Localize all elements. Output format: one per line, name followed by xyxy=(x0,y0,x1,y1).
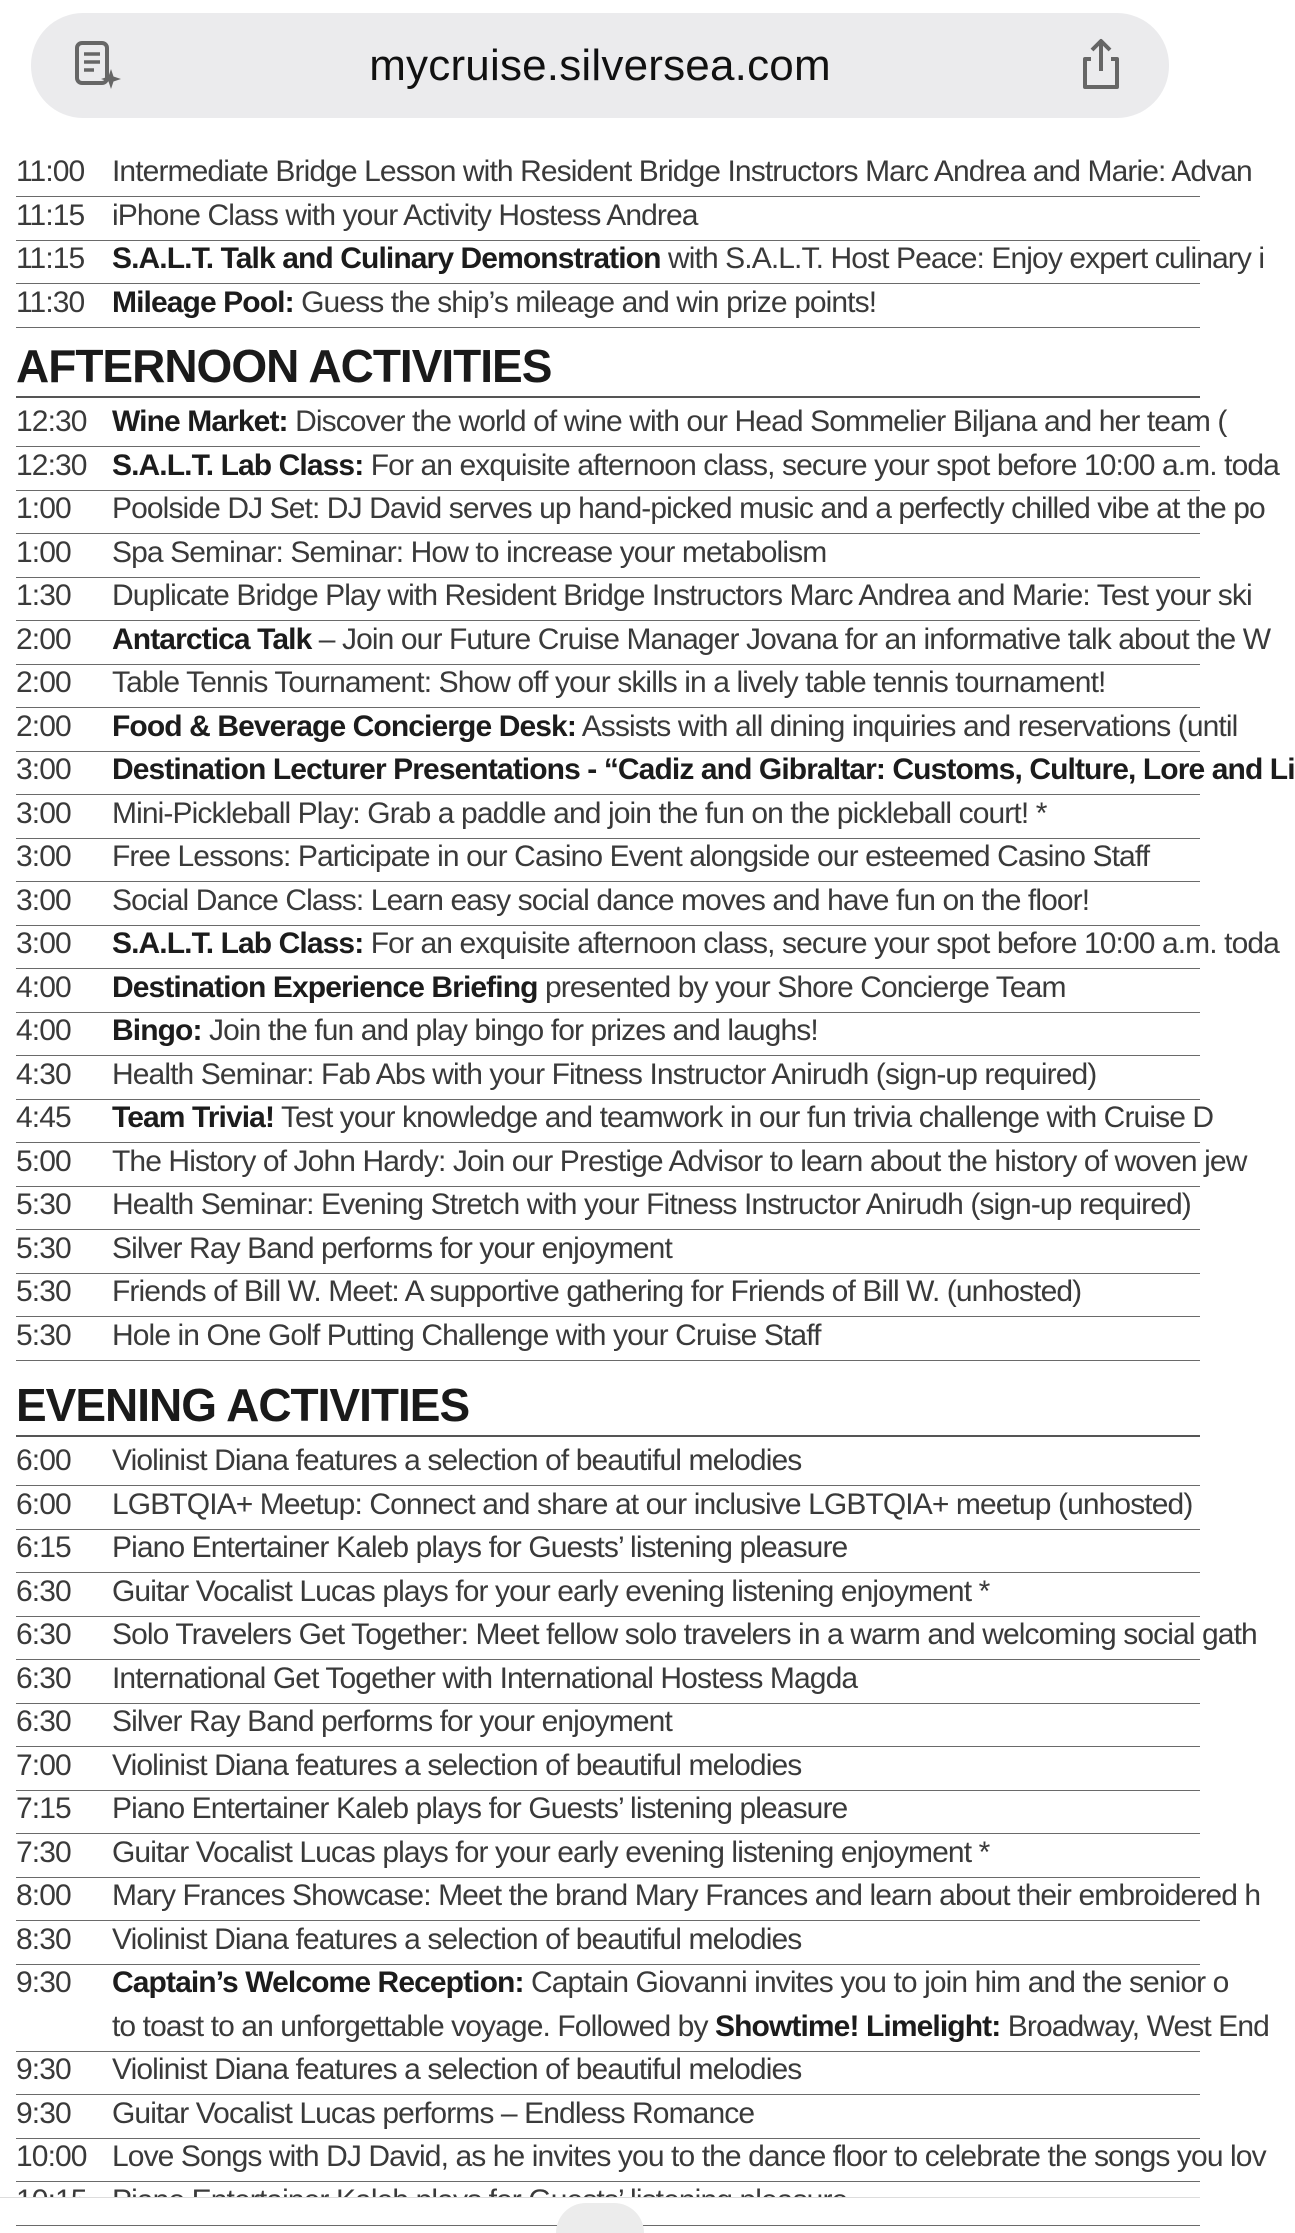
activity-text xyxy=(112,1789,1200,1829)
activity-text xyxy=(112,489,1265,529)
activity-time: 2:00 xyxy=(16,709,71,743)
activity-time: 6:00 xyxy=(16,1487,71,1521)
activity-description: Table Tennis Tournament: Show off your skills in a lively table tennis tournament! xyxy=(112,666,1106,699)
activity-text xyxy=(112,1615,1257,1655)
activity-row xyxy=(16,576,1252,621)
activity-title: S.A.L.T. Talk and Culinary Demonstration xyxy=(112,242,661,275)
activity-text xyxy=(112,1572,1200,1612)
activity-text xyxy=(112,1272,1200,1312)
activity-row xyxy=(16,881,1200,926)
activity-row xyxy=(16,1746,1200,1791)
activity-description: iPhone Class with your Activity Hostess Andrea xyxy=(112,198,698,232)
activity-row xyxy=(16,1142,1247,1187)
share-icon[interactable] xyxy=(1071,35,1131,95)
activity-text xyxy=(112,924,1279,964)
activity-time: 1:30 xyxy=(16,579,71,612)
activity-text xyxy=(112,196,1200,236)
activity-time: 12:30 xyxy=(16,405,87,438)
activity-text xyxy=(112,576,1252,616)
activity-text xyxy=(112,1528,1200,1568)
activity-time: 9:30 xyxy=(16,2053,71,2086)
activity-time: 12:30 xyxy=(16,448,87,482)
activity-title: Bingo: xyxy=(112,1014,202,1047)
activity-title: Wine Market: xyxy=(112,405,288,438)
activity-title: Team Trivia! xyxy=(112,1101,275,1134)
activity-time: 6:30 xyxy=(16,1618,71,1651)
activity-row xyxy=(16,1011,1200,1056)
activity-row xyxy=(16,283,1200,328)
activity-description: Solo Travelers Get Together: Meet fellow solo travelers in a warm and welcoming social gath xyxy=(112,1618,1257,1651)
activity-row xyxy=(16,2137,1266,2182)
activity-text xyxy=(112,881,1200,921)
activity-description: Silver Ray Band performs for your enjoyment xyxy=(112,1231,672,1265)
activity-description: Guitar Vocalist Lucas performs – Endless Romance xyxy=(112,2096,755,2130)
activity-time: 10:00 xyxy=(16,2140,87,2173)
activity-time: 11:30 xyxy=(16,285,85,319)
activity-description: Silver Ray Band performs for your enjoyment xyxy=(112,1705,672,1738)
activity-description: Mary Frances Showcase: Meet the brand Mary Frances and learn about their embroidered h xyxy=(112,1879,1261,1912)
activity-time: 2:00 xyxy=(16,666,71,699)
activity-description: Spa Seminar: Seminar: How to increase your metabolism xyxy=(112,535,827,569)
activity-description: Mini-Pickleball Play: Grab a paddle and join the fun on the pickleball court! * xyxy=(112,796,1047,830)
activity-description: – Join our Future Cruise Manager Jovana for an informative talk about the W xyxy=(311,622,1271,656)
activity-text xyxy=(112,1316,1200,1356)
activity-row xyxy=(16,446,1279,491)
activity-time: 11:15 xyxy=(16,198,85,232)
activity-row xyxy=(16,1659,1200,1704)
activity-title: Mileage Pool: xyxy=(112,285,294,319)
activity-text xyxy=(112,707,1238,747)
activity-description: The History of John Hardy: Join our Prestige Advisor to learn about the history of woven jew xyxy=(112,1144,1247,1178)
activity-row xyxy=(16,1485,1200,1530)
activity-time: 1:00 xyxy=(16,492,71,525)
activity-text xyxy=(112,1142,1247,1182)
activity-title: Antarctica Talk xyxy=(112,622,312,656)
activity-title: Destination Lecturer Presentations - “Cadiz and Gibraltar: Customs, Culture, Lore and Li xyxy=(112,753,1295,786)
activity-text xyxy=(112,533,1200,573)
activity-row xyxy=(16,837,1200,882)
activity-time: 5:30 xyxy=(16,1318,71,1352)
activity-description: Free Lessons: Participate in our Casino Event alongside our esteemed Casino Staff xyxy=(112,840,1150,873)
activity-description: Broadway, West End xyxy=(1000,2010,1269,2043)
activity-text xyxy=(112,2050,1200,2090)
activity-time: 8:30 xyxy=(16,1922,71,1956)
activity-row xyxy=(16,1789,1200,1834)
activity-row xyxy=(16,707,1238,752)
activity-row xyxy=(16,1528,1200,1573)
activity-row xyxy=(16,663,1200,708)
activity-row xyxy=(16,1876,1261,1921)
activity-row xyxy=(16,1098,1214,1143)
activity-row xyxy=(16,402,1227,447)
activity-time: 4:00 xyxy=(16,970,71,1004)
activity-row xyxy=(16,196,1200,241)
activity-row xyxy=(16,489,1265,534)
section-title: EVENING ACTIVITIES xyxy=(16,1377,1200,1437)
activity-row xyxy=(16,2094,1200,2139)
activity-description: International Get Together with International Hostess Magda xyxy=(112,1661,858,1695)
activity-description: Guess the ship’s mileage and win prize points! xyxy=(293,285,877,319)
activity-description: with S.A.L.T. Host Peace: Enjoy expert culinary i xyxy=(660,242,1265,275)
activity-description: Violinist Diana features a selection of beautiful melodies xyxy=(112,1748,802,1782)
activity-description: Violinist Diana features a selection of beautiful melodies xyxy=(112,2053,802,2086)
activity-row xyxy=(16,2050,1200,2095)
activity-text xyxy=(112,837,1200,877)
url-text[interactable]: mycruise.silversea.com xyxy=(369,41,831,90)
activity-description: Friends of Bill W. Meet: A supportive gathering for Friends of Bill W. (unhosted) xyxy=(112,1275,1082,1308)
activity-text xyxy=(112,1098,1214,1138)
activity-time: 5:30 xyxy=(16,1188,71,1221)
activity-description: Poolside DJ Set: DJ David serves up hand-picked music and a perfectly chilled vibe at the po xyxy=(112,492,1265,525)
activity-description: Test your knowledge and teamwork in our fun trivia challenge with Cruise D xyxy=(274,1101,1214,1134)
activity-description: Social Dance Class: Learn easy social dance moves and have fun on the floor! xyxy=(112,883,1090,917)
activity-text xyxy=(112,794,1200,834)
section-title: AFTERNOON ACTIVITIES xyxy=(16,338,1200,398)
activity-description: Piano Entertainer Kaleb plays for Guests’ listening pleasure xyxy=(112,1531,848,1564)
activity-time: 5:30 xyxy=(16,1275,71,1308)
activity-time: 6:30 xyxy=(16,1705,71,1738)
activity-description: Intermediate Bridge Lesson with Resident Bridge Instructors Marc Andrea and Marie: Advan xyxy=(112,155,1252,188)
activity-text xyxy=(112,1702,1200,1742)
activity-row xyxy=(16,1833,1200,1878)
activity-description: Discover the world of wine with our Head Sommelier Biljana and her team ( xyxy=(287,405,1227,438)
activity-text xyxy=(112,1659,1200,1699)
activity-time: 7:15 xyxy=(16,1792,71,1825)
activity-text xyxy=(112,1920,1200,1960)
activity-row xyxy=(16,1055,1200,1100)
activity-text xyxy=(112,750,1295,790)
activity-time: 2:00 xyxy=(16,622,71,656)
activity-description: to toast to an unforgettable voyage. Followed by xyxy=(112,2010,715,2043)
activity-description: For an exquisite afternoon class, secure your spot before 10:00 a.m. toda xyxy=(363,448,1279,482)
activity-description: Captain Giovanni invites you to join him and the senior o xyxy=(523,1966,1229,1999)
activity-time: 5:00 xyxy=(16,1144,71,1178)
activity-time: 4:30 xyxy=(16,1057,71,1091)
activity-time: 5:30 xyxy=(16,1231,71,1265)
activity-text xyxy=(112,1963,1229,2003)
activity-description: Health Seminar: Evening Stretch with your Fitness Instructor Anirudh (sign-up required) xyxy=(112,1188,1191,1221)
activity-title: Destination Experience Briefing xyxy=(112,970,538,1004)
activity-text xyxy=(112,2137,1266,2177)
activity-text xyxy=(112,968,1200,1008)
activity-row xyxy=(16,1441,1200,1486)
activity-row xyxy=(16,924,1279,969)
activity-text xyxy=(112,1746,1200,1786)
activity-description: Join the fun and play bingo for prizes and laughs! xyxy=(201,1014,818,1047)
activity-row xyxy=(16,152,1252,197)
address-bar[interactable] xyxy=(31,13,1169,118)
activity-title: S.A.L.T. Lab Class: xyxy=(112,927,364,960)
activity-description: Guitar Vocalist Lucas plays for your early evening listening enjoyment * xyxy=(112,1574,990,1608)
activity-time: 4:00 xyxy=(16,1014,71,1047)
activity-description: Duplicate Bridge Play with Resident Bridge Instructors Marc Andrea and Marie: Test your ski xyxy=(112,579,1252,612)
activity-row xyxy=(16,1702,1200,1747)
activity-row xyxy=(16,620,1271,665)
activity-time: 7:00 xyxy=(16,1748,71,1782)
scroll-handle[interactable] xyxy=(556,2203,644,2233)
activity-row xyxy=(16,1572,1200,1617)
activity-description: Guitar Vocalist Lucas plays for your early evening listening enjoyment * xyxy=(112,1835,990,1869)
activity-text xyxy=(112,152,1252,192)
activity-time: 4:45 xyxy=(16,1101,71,1134)
activity-text xyxy=(112,446,1279,486)
activity-time: 3:00 xyxy=(16,840,71,873)
activity-description: Health Seminar: Fab Abs with your Fitness Instructor Anirudh (sign-up required) xyxy=(112,1057,1097,1091)
activity-time: 6:00 xyxy=(16,1444,71,1477)
activity-text xyxy=(112,1185,1200,1225)
show-title: Showtime! Limelight: xyxy=(714,2010,1001,2043)
activity-row xyxy=(16,1963,1269,2052)
activity-row xyxy=(16,1229,1200,1274)
activity-time: 7:30 xyxy=(16,1835,71,1869)
activity-time: 3:00 xyxy=(16,753,71,786)
activity-title: Food & Beverage Concierge Desk: xyxy=(112,709,576,743)
activity-text xyxy=(112,1485,1200,1525)
activity-row xyxy=(16,239,1265,284)
activity-description: Love Songs with DJ David, as he invites you to the dance floor to celebrate the songs you lov xyxy=(112,2140,1266,2173)
activity-text xyxy=(112,663,1200,703)
activity-time: 9:30 xyxy=(16,1966,71,1999)
activity-description: LGBTQIA+ Meetup: Connect and share at our inclusive LGBTQIA+ meetup (unhosted) xyxy=(112,1487,1193,1521)
activity-time: 11:00 xyxy=(16,155,85,188)
activity-text xyxy=(112,1876,1261,1916)
activity-text-line2 xyxy=(112,2007,1269,2047)
activity-time: 11:15 xyxy=(16,242,85,275)
activity-time: 6:15 xyxy=(16,1531,71,1564)
activity-title: S.A.L.T. Lab Class: xyxy=(112,448,364,482)
activity-time: 3:00 xyxy=(16,796,71,830)
activity-row xyxy=(16,1316,1200,1361)
activity-description: For an exquisite afternoon class, secure your spot before 10:00 a.m. toda xyxy=(363,927,1279,960)
activity-row xyxy=(16,1920,1200,1965)
browser-toolbar xyxy=(0,0,1200,142)
activity-row xyxy=(16,533,1200,578)
activity-text xyxy=(112,239,1265,279)
activity-time: 6:30 xyxy=(16,1661,71,1695)
activity-text xyxy=(112,620,1271,660)
activity-time: 6:30 xyxy=(16,1574,71,1608)
activity-description: Violinist Diana features a selection of beautiful melodies xyxy=(112,1922,802,1956)
activity-text xyxy=(112,1011,1200,1051)
activity-text xyxy=(112,2094,1200,2134)
activity-description: presented by your Shore Concierge Team xyxy=(537,970,1066,1004)
activity-time: 3:00 xyxy=(16,883,71,917)
activity-description: Hole in One Golf Putting Challenge with your Cruise Staff xyxy=(112,1318,821,1352)
activity-text xyxy=(112,402,1227,442)
activity-text xyxy=(112,1441,1200,1481)
activity-row xyxy=(16,1272,1200,1317)
activity-text xyxy=(112,1055,1200,1095)
activity-title: Captain’s Welcome Reception: xyxy=(112,1966,524,1999)
activity-description: Assists with all dining inquiries and reservations (until xyxy=(575,709,1238,743)
activity-row xyxy=(16,968,1200,1013)
activity-description: Piano Entertainer Kaleb plays for Guests’ listening pleasure xyxy=(112,1792,848,1825)
activity-text xyxy=(112,283,1200,323)
activity-row xyxy=(16,794,1200,839)
activity-time: 3:00 xyxy=(16,927,71,960)
activity-time: 9:30 xyxy=(16,2096,71,2130)
activity-text xyxy=(112,1833,1200,1873)
activity-description: Violinist Diana features a selection of beautiful melodies xyxy=(112,1444,802,1477)
activity-row xyxy=(16,1615,1257,1660)
activity-text xyxy=(112,1229,1200,1269)
activity-time: 8:00 xyxy=(16,1879,71,1912)
activity-row xyxy=(16,750,1295,795)
activity-time: 1:00 xyxy=(16,535,71,569)
daily-program-page xyxy=(0,142,1295,2197)
activity-row xyxy=(16,1185,1200,1230)
